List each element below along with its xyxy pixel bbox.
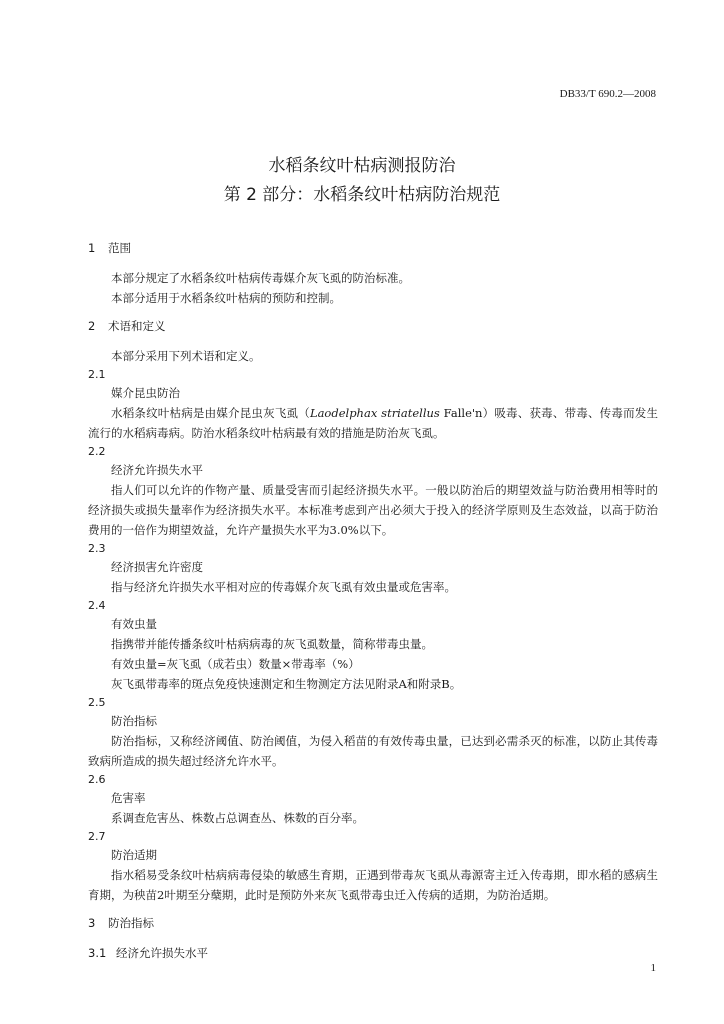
clause-number: 2.1 [88,368,106,381]
scientific-name: Laodelphax striatellus [309,406,440,420]
paragraph: 指水稻易受条纹叶枯病病毒侵染的敏感生育期，正遇到带毒灰飞虱从毒源寄主迁入传毒期，即水稻的感病生育期，为秧苗2叶期至分蘖期，此时是预防外来灰飞虱带毒虫迁入传病的适期，为防治适期。 [88,868,658,902]
document-title: 水稻条纹叶枯病测报防治 [268,156,456,176]
paragraph: 系调查危害丛、株数占总调查丛、株数的百分率。 [111,811,364,825]
paragraph: 有效虫量=灰飞虱（成若虫）数量×带毒率（%） [111,657,360,671]
paragraph-text: 水稻条纹叶枯病是由媒介昆虫灰飞虱（ [111,406,310,420]
section-title: 经济允许损失水平 [116,946,208,960]
clause-number: 2.6 [88,773,106,786]
section-heading [88,238,658,258]
term-heading: 媒介昆虫防治 [111,386,180,400]
clause-number: 2.2 [88,445,106,458]
paragraph-text: Falle'n）吸毒、获毒、带毒、传毒而发生流行的水稻病毒病。防治水稻条纹叶枯病最有效的措施是防治灰飞虱。 [88,406,658,440]
section-heading [88,913,658,933]
section-title: 术语和定义 [108,319,166,333]
section-number: 3 [88,916,96,930]
section-title: 防治指标 [108,916,154,930]
term-heading: 防治指标 [111,714,157,728]
paragraph: 指人们可以允许的作物产量、质量受害而引起经济损失水平。一般以防治后的期望效益与防治费用相等时的经济损失或损失量率作为经济损失水平。本标准考虑到产出必须大于投入的经济学原则及生态效益，以高于防治费用的一倍作为期望效益，允许产量损失水平为3.0%以下。 [88,483,658,537]
paragraph: 本部分采用下列术语和定义。 [111,349,261,363]
term-heading: 危害率 [111,791,146,805]
paragraph: 本部分规定了水稻条纹叶枯病传毒媒介灰飞虱的防治标准。 [111,271,410,285]
paragraph: 指携带并能传播条纹叶枯病病毒的灰飞虱数量，简称带毒虫量。 [111,637,433,651]
document-subtitle: 第 2 部分：水稻条纹叶枯病防治规范 [223,185,501,205]
paragraph: 本部分适用于水稻条纹叶枯病的预防和控制。 [111,291,341,305]
section-number: 3.1 [88,946,107,960]
section-number: 2 [88,319,96,333]
document-code: DB33/T 690.2—2008 [559,88,656,100]
clause-number: 2.5 [88,696,106,709]
term-heading: 防治适期 [111,848,157,862]
clause-number: 2.7 [88,830,106,843]
section-heading [88,316,658,336]
term-heading: 有效虫量 [111,617,157,631]
clause-number: 2.3 [88,542,106,555]
spacer [88,308,658,316]
clause-number: 2.4 [88,599,106,612]
paragraph [88,403,658,443]
paragraph: 灰飞虱带毒率的斑点免疫快速测定和生物测定方法见附录A和附录B。 [111,677,462,691]
document-body [88,238,658,973]
section-heading [88,943,658,963]
paragraph: 防治指标，又称经济阈值、防治阈值，为侵入稻苗的有效传毒虫量，已达到必需杀灭的标准，以防止其传毒致病所造成的损失超过经济允许水平。 [88,734,658,768]
term-heading: 经济允许损失水平 [111,463,203,477]
page-number: 1 [650,962,656,974]
paragraph: 指与经济允许损失水平相对应的传毒媒介灰飞虱有效虫量或危害率。 [111,580,456,594]
spacer [88,905,658,913]
section-number: 1 [88,241,96,255]
term-heading: 经济损害允许密度 [111,560,203,574]
section-title: 范围 [108,241,131,255]
